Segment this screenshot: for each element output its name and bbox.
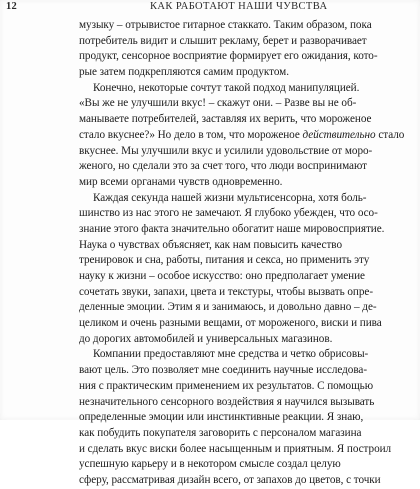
text-line: «Вы же не улучшили вкус! – скажут они. – Разве вы не об- bbox=[79, 97, 357, 110]
text-fragment: стало bbox=[375, 128, 405, 141]
text-line: музыку – отрывистое гитарное стаккато. Таким образом, пока bbox=[79, 19, 372, 31]
text-line: успешную карьеру и в некотором смысле создал целую bbox=[79, 458, 341, 471]
paragraph-1 bbox=[79, 18, 378, 81]
text-line: манываете потребителей, заставляя их верить, что мороженое bbox=[79, 113, 372, 126]
text-line: женого, но сделали это за счет того, что люди воспринимают bbox=[79, 160, 367, 173]
text-line: Конечно, некоторые сочтут такой подход манипуляцией. bbox=[93, 81, 360, 94]
text-line: сочетать звуки, запахи, цвета и текстуры, чтобы вызвать опре- bbox=[79, 285, 374, 298]
text-line: незначительного сенсорного воздействия я научился вызывать bbox=[79, 395, 375, 408]
page-header bbox=[0, 0, 420, 18]
text-line: вкуснее. Мы улучшили вкус и усилили удовольствие от моро- bbox=[79, 144, 373, 157]
body-text bbox=[79, 18, 405, 489]
text-line: сферу, рассматривая дизайн всего, от запахов до цветов, с точки bbox=[79, 473, 381, 486]
text-fragment: стало вкуснее?» Но дело в том, что мороженое bbox=[79, 128, 303, 141]
text-line: и сделать вкус виски более насыщенным и приятным. Я построил bbox=[79, 442, 392, 455]
paragraph-4 bbox=[79, 347, 392, 488]
text-line: Каждая секунда нашей жизни мультисенсорна, хотя боль- bbox=[93, 191, 367, 204]
text-line: тренировок и сна, работы, питания и секса, но применить эту bbox=[79, 254, 370, 267]
text-line: шинство из нас этого не замечают. Я глубоко убежден, что осо- bbox=[79, 207, 378, 220]
paragraph-3 bbox=[79, 191, 385, 348]
running-title: КАК РАБОТАЮТ НАШИ ЧУВСТВА bbox=[150, 1, 328, 12]
text-line: науку к жизни – особое искусство: оно предполагает умение bbox=[79, 270, 365, 282]
text-line: определенные эмоции или инстинктивные реакции. Я знаю, bbox=[79, 411, 364, 424]
text-line: знание этого факта значительно обогатит наше мировосприятие. bbox=[79, 222, 385, 235]
text-line: деленные эмоции. Этим я и занимаюсь, и довольно давно – де- bbox=[79, 301, 377, 314]
paragraph-2 bbox=[79, 81, 405, 191]
text-line: ния с практическим применением их результатов. С помощью bbox=[79, 379, 374, 392]
text-line: рые затем подкрепляются самим продуктом. bbox=[79, 66, 289, 79]
text-line: вают цель. Это позволяет мне соединить научные исследова- bbox=[79, 364, 368, 377]
text-line-with-italic bbox=[79, 128, 405, 144]
text-line: мир всеми органами чувств одновременно. bbox=[79, 175, 283, 188]
page-number: 12 bbox=[6, 1, 18, 12]
text-line: потребитель видит и слышит рекламу, берет и разворачивает bbox=[79, 34, 367, 47]
text-line: Компании предоставляют мне средства и четко обрисовы- bbox=[93, 348, 369, 361]
text-line: как побудить покупателя заговорить с персоналом магазина bbox=[79, 426, 362, 439]
text-line: целиком и очень разными вещами, от мороженого, виски и пива bbox=[79, 317, 382, 330]
text-line: продукт, сенсорное восприятие формирует его ожидания, кото- bbox=[79, 50, 378, 63]
text-line: до дорогих автомобилей и универсальных магазинов. bbox=[79, 332, 333, 345]
italic-word: действительно bbox=[302, 128, 376, 141]
text-line: Наука о чувствах объясняет, как нам повысить качество bbox=[79, 238, 342, 251]
